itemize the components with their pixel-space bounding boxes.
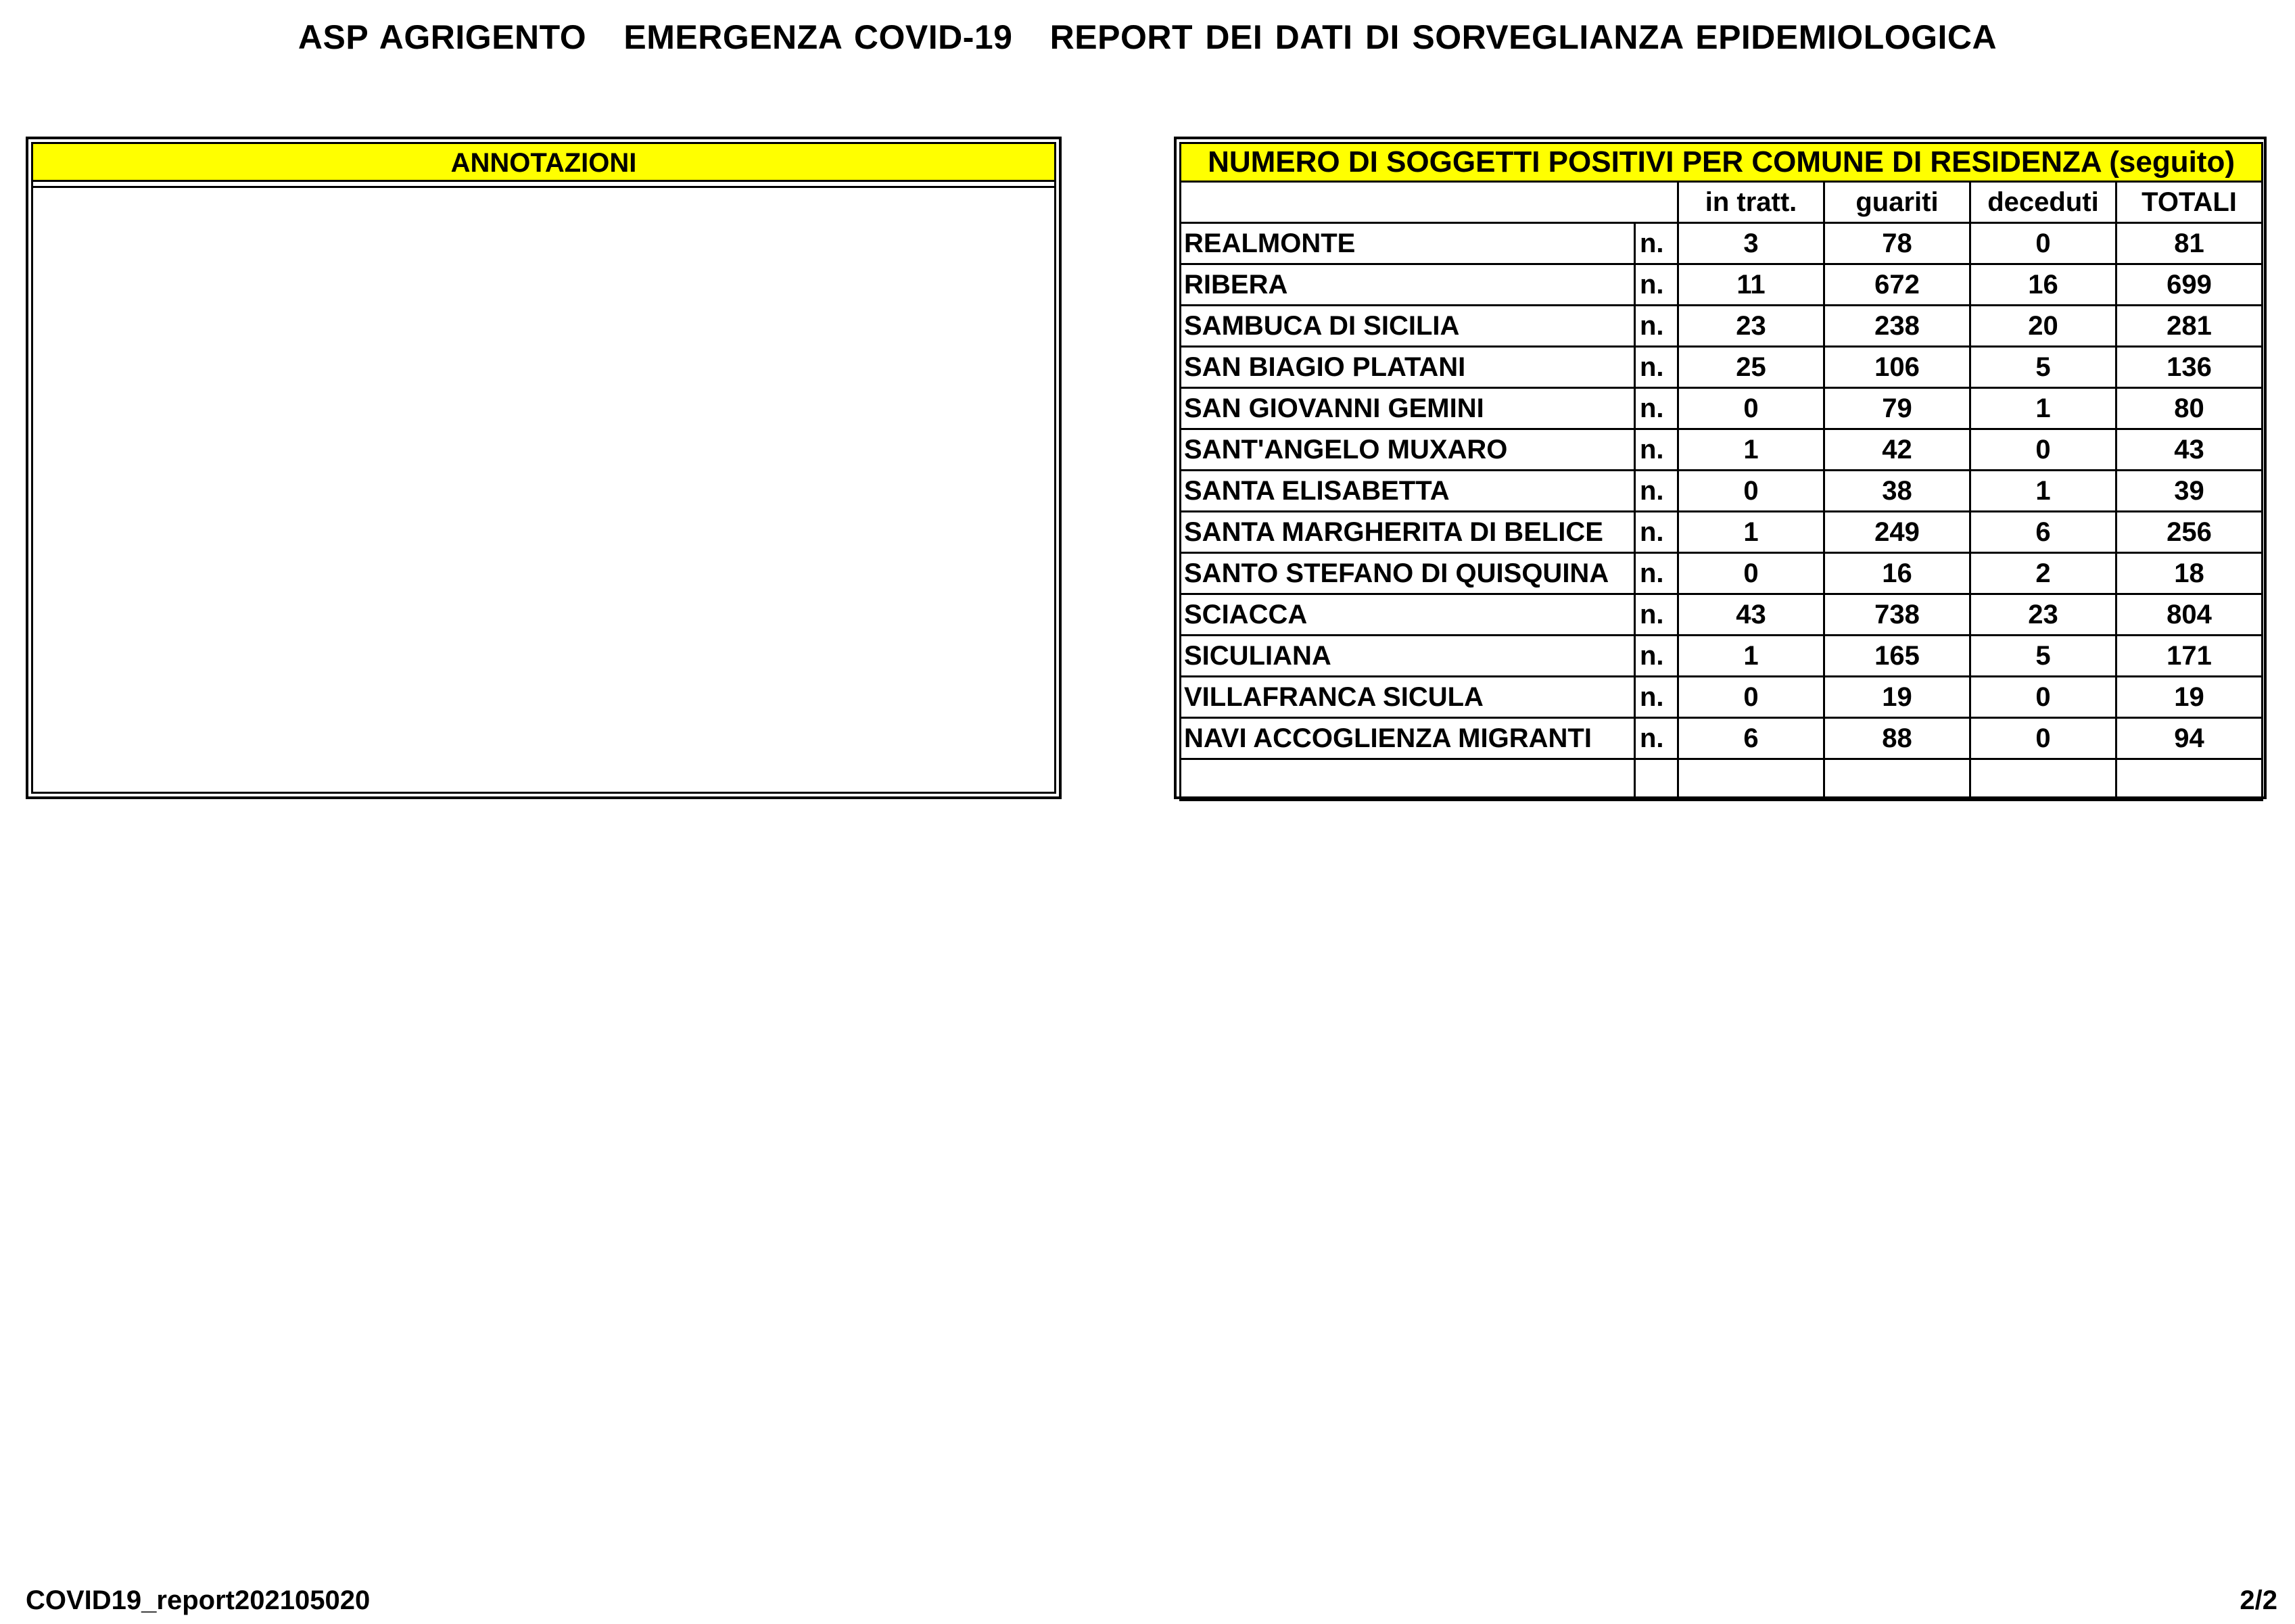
cell-deceduti: 5 [1970, 347, 2116, 388]
cell-unit: n. [1635, 636, 1678, 677]
table-row [1181, 553, 2263, 594]
cell-deceduti: 0 [1970, 223, 2116, 264]
empty-cell [1678, 759, 1824, 801]
cell-comune: SAMBUCA DI SICILIA [1181, 306, 1635, 347]
empty-cell [2116, 759, 2263, 801]
cell-comune: SANTA ELISABETTA [1181, 471, 1635, 512]
table-row [1181, 223, 2263, 264]
cell-comune: VILLAFRANCA SICULA [1181, 677, 1635, 718]
cell-comune: REALMONTE [1181, 223, 1635, 264]
cell-in-tratt: 3 [1678, 223, 1824, 264]
cell-unit: n. [1635, 471, 1678, 512]
cell-deceduti: 0 [1970, 677, 2116, 718]
cell-comune: NAVI ACCOGLIENZA MIGRANTI [1181, 718, 1635, 759]
table-row-empty [1181, 759, 2263, 801]
cell-deceduti: 5 [1970, 636, 2116, 677]
cell-totali: 80 [2116, 388, 2263, 429]
cell-guariti: 88 [1824, 718, 1970, 759]
empty-cell [1970, 759, 2116, 801]
cell-comune: SANTA MARGHERITA DI BELICE [1181, 512, 1635, 553]
column-header-blank [1181, 182, 1678, 223]
cell-unit: n. [1635, 594, 1678, 636]
cell-comune: SICULIANA [1181, 636, 1635, 677]
cell-deceduti: 0 [1970, 429, 2116, 471]
cell-guariti: 238 [1824, 306, 1970, 347]
cell-unit: n. [1635, 553, 1678, 594]
cell-deceduti: 0 [1970, 718, 2116, 759]
table-row [1181, 471, 2263, 512]
cell-in-tratt: 0 [1678, 677, 1824, 718]
cell-unit: n. [1635, 388, 1678, 429]
annotations-body [33, 186, 1054, 792]
cell-unit: n. [1635, 223, 1678, 264]
cell-unit: n. [1635, 512, 1678, 553]
cell-guariti: 249 [1824, 512, 1970, 553]
column-header-deceduti: deceduti [1970, 182, 2116, 223]
cell-in-tratt: 0 [1678, 388, 1824, 429]
cell-unit: n. [1635, 264, 1678, 306]
table-row [1181, 677, 2263, 718]
cell-in-tratt: 0 [1678, 553, 1824, 594]
cell-in-tratt: 1 [1678, 636, 1824, 677]
cell-comune: SAN GIOVANNI GEMINI [1181, 388, 1635, 429]
cell-deceduti: 6 [1970, 512, 2116, 553]
table-title: NUMERO DI SOGGETTI POSITIVI PER COMUNE DI RESIDENZA (seguito) [1181, 143, 2263, 182]
table-row [1181, 636, 2263, 677]
cell-totali: 804 [2116, 594, 2263, 636]
page-title: ASP AGRIGENTO EMERGENZA COVID-19 REPORT DEI DATI DI SORVEGLIANZA EPIDEMIOLOGICA [298, 18, 1997, 56]
report-id: COVID19_report202105020 [26, 1585, 371, 1615]
annotations-frame [31, 142, 1056, 794]
cell-deceduti: 16 [1970, 264, 2116, 306]
cell-in-tratt: 6 [1678, 718, 1824, 759]
cell-unit: n. [1635, 306, 1678, 347]
positives-table-panel [1174, 137, 2267, 799]
cell-guariti: 672 [1824, 264, 1970, 306]
annotations-title: ANNOTAZIONI [33, 144, 1054, 182]
table-row [1181, 429, 2263, 471]
annotations-panel [26, 137, 1062, 799]
cell-deceduti: 20 [1970, 306, 2116, 347]
positives-by-comune-table [1179, 142, 2263, 801]
cell-in-tratt: 23 [1678, 306, 1824, 347]
cell-deceduti: 23 [1970, 594, 2116, 636]
cell-guariti: 38 [1824, 471, 1970, 512]
cell-guariti: 19 [1824, 677, 1970, 718]
column-header-in-tratt: in tratt. [1678, 182, 1824, 223]
cell-guariti: 106 [1824, 347, 1970, 388]
table-row [1181, 347, 2263, 388]
cell-in-tratt: 1 [1678, 512, 1824, 553]
table-row [1181, 388, 2263, 429]
cell-comune: SANTO STEFANO DI QUISQUINA [1181, 553, 1635, 594]
table-row [1181, 264, 2263, 306]
cell-unit: n. [1635, 677, 1678, 718]
cell-totali: 19 [2116, 677, 2263, 718]
cell-comune: SAN BIAGIO PLATANI [1181, 347, 1635, 388]
cell-in-tratt: 25 [1678, 347, 1824, 388]
cell-guariti: 79 [1824, 388, 1970, 429]
column-header-totali: TOTALI [2116, 182, 2263, 223]
cell-guariti: 738 [1824, 594, 1970, 636]
cell-totali: 39 [2116, 471, 2263, 512]
cell-guariti: 78 [1824, 223, 1970, 264]
table-row [1181, 594, 2263, 636]
cell-deceduti: 2 [1970, 553, 2116, 594]
empty-cell [1181, 759, 1635, 801]
cell-guariti: 165 [1824, 636, 1970, 677]
cell-totali: 256 [2116, 512, 2263, 553]
cell-in-tratt: 43 [1678, 594, 1824, 636]
cell-deceduti: 1 [1970, 388, 2116, 429]
empty-cell [1635, 759, 1678, 801]
cell-totali: 94 [2116, 718, 2263, 759]
cell-unit: n. [1635, 347, 1678, 388]
column-header-guariti: guariti [1824, 182, 1970, 223]
empty-cell [1824, 759, 1970, 801]
cell-totali: 171 [2116, 636, 2263, 677]
cell-guariti: 16 [1824, 553, 1970, 594]
cell-in-tratt: 0 [1678, 471, 1824, 512]
table-row [1181, 512, 2263, 553]
cell-comune: RIBERA [1181, 264, 1635, 306]
table-row [1181, 718, 2263, 759]
cell-comune: SANT'ANGELO MUXARO [1181, 429, 1635, 471]
page-number: 2/2 [2240, 1585, 2277, 1615]
cell-totali: 81 [2116, 223, 2263, 264]
cell-in-tratt: 11 [1678, 264, 1824, 306]
cell-unit: n. [1635, 429, 1678, 471]
cell-totali: 136 [2116, 347, 2263, 388]
cell-unit: n. [1635, 718, 1678, 759]
cell-comune: SCIACCA [1181, 594, 1635, 636]
cell-totali: 699 [2116, 264, 2263, 306]
column-header-row [1181, 182, 2263, 223]
cell-totali: 43 [2116, 429, 2263, 471]
table-row [1181, 306, 2263, 347]
cell-deceduti: 1 [1970, 471, 2116, 512]
cell-totali: 281 [2116, 306, 2263, 347]
cell-in-tratt: 1 [1678, 429, 1824, 471]
cell-totali: 18 [2116, 553, 2263, 594]
cell-guariti: 42 [1824, 429, 1970, 471]
